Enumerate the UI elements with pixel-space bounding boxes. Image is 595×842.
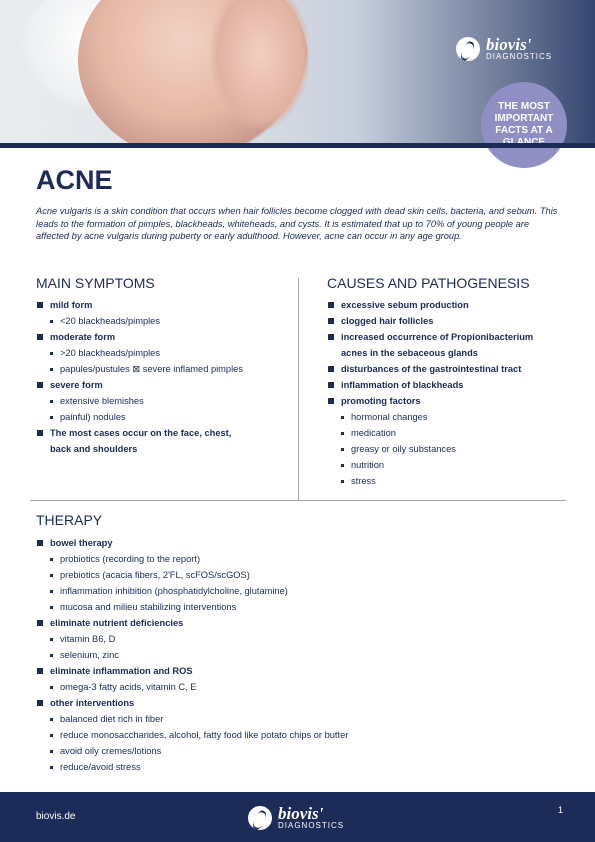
list-item: eliminate inflammation and ROS: [36, 663, 556, 679]
logo-brand: biovis': [486, 35, 532, 54]
sub-list-item: greasy or oily substances: [327, 441, 567, 457]
causes-list: [327, 297, 567, 489]
sub-list-item: >20 blackheads/pimples: [36, 345, 286, 361]
sub-list-item: extensive blemishes: [36, 393, 286, 409]
list-item: inflammation of blackheads: [327, 377, 567, 393]
list-item: other interventions: [36, 695, 556, 711]
list-item: disturbances of the gastrointestinal tract: [327, 361, 567, 377]
list-item: acnes in the sebaceous glands: [341, 348, 478, 358]
brand-logo[interactable]: [456, 36, 552, 61]
sub-list-item: hormonal changes: [327, 409, 567, 425]
section-divider: [30, 500, 566, 501]
list-item: back and shoulders: [50, 444, 138, 454]
sub-list-item: balanced diet rich in fiber: [36, 711, 556, 727]
list-item: eliminate nutrient deficiencies: [36, 615, 556, 631]
therapy-heading: THERAPY: [36, 512, 103, 528]
intro-text: Acne vulgaris is a skin condition that occurs when hair follicles become clogged with dead skin cells, bacteria, and sebum. This leads to the formation of pimples, blackheads, whiteheads, and cysts. It is estimated that up to 70% of young people are affected by acne vulgaris during puberty or early adulthood. However, acne can occur in any age group.: [36, 206, 558, 241]
list-item: mild form: [36, 297, 286, 313]
list-item: excessive sebum production: [327, 297, 567, 313]
facts-badge-text: THE MOST IMPORTANT FACTS AT A: [494, 101, 554, 136]
list-item: The most cases occur on the face, chest,: [36, 425, 286, 441]
page-title: ACNE: [36, 165, 113, 195]
logo-sub: DIAGNOSTICS: [486, 52, 553, 61]
sub-list-item: vitamin B6, D: [36, 631, 556, 647]
sub-list-item: selenium, zinc: [36, 647, 556, 663]
list-item: clogged hair follicles: [327, 313, 567, 329]
column-divider: [298, 278, 299, 500]
sub-list-item: prebiotics (acacia fibers, 2'FL, scFOS/scGOS): [36, 567, 556, 583]
dna-logo-icon: [456, 37, 480, 61]
sub-list-item: stress: [327, 473, 567, 489]
sub-list-item: reduce/avoid stress: [36, 759, 556, 775]
page-number: 1: [558, 805, 564, 815]
symptoms-heading: MAIN SYMPTOMS: [36, 275, 155, 291]
therapy-list: [36, 535, 556, 775]
footer-logo-brand: biovis': [278, 804, 324, 823]
sub-list-item: omega-3 fatty acids, vitamin C, E: [36, 679, 556, 695]
facts-badge: [481, 82, 567, 168]
dna-logo-icon: [248, 806, 272, 830]
symptoms-list: [36, 297, 286, 457]
sub-list-item: <20 blackheads/pimples: [36, 313, 286, 329]
sub-list-item: papules/pustules ⊠ severe inflamed pimples: [36, 361, 286, 377]
list-item: severe form: [36, 377, 286, 393]
sub-list-item: probiotics (recording to the report): [36, 551, 556, 567]
footer-url[interactable]: biovis.de: [36, 811, 76, 822]
list-item: promoting factors: [327, 393, 567, 409]
list-item: moderate form: [36, 329, 286, 345]
sub-list-item: nutrition: [327, 457, 567, 473]
sub-list-item: painful) nodules: [36, 409, 286, 425]
sub-list-item: mucosa and milieu stabilizing interventions: [36, 599, 556, 615]
sub-list-item: medication: [327, 425, 567, 441]
list-item: increased occurrence of Propionibacterium: [327, 329, 567, 345]
footer-logo-sub: DIAGNOSTICS: [278, 821, 345, 830]
sub-list-item: avoid oily cremes/lotions: [36, 743, 556, 759]
list-item: bowel therapy: [36, 535, 556, 551]
sub-list-item: inflammation inhibition (phosphatidylcholine, glutamine): [36, 583, 556, 599]
causes-heading: CAUSES AND PATHOGENESIS: [327, 275, 530, 291]
header-rule: [0, 143, 595, 148]
footer-logo: [248, 805, 344, 830]
sub-list-item: reduce monosaccharides, alcohol, fatty food like potato chips or butter: [36, 727, 556, 743]
photo-hand: [210, 0, 310, 130]
